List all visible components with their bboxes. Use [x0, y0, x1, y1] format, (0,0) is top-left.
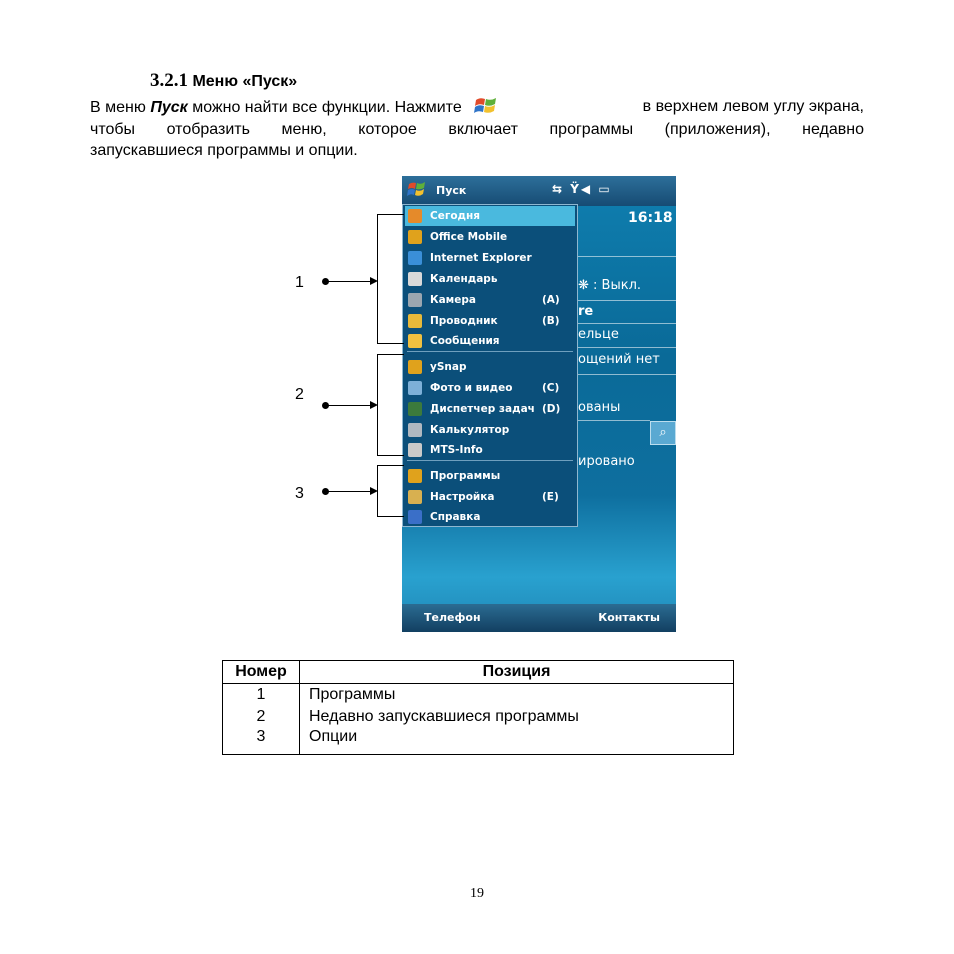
today-text-4: ощений нет [578, 352, 660, 367]
start-menu-icon[interactable] [406, 180, 428, 200]
menu-item-label: Сегодня [430, 210, 481, 222]
today-icon [408, 209, 422, 223]
mtsinfo-icon [408, 443, 422, 457]
today-text-3: ельце [578, 327, 619, 342]
menu-separator [407, 460, 573, 461]
today-text-2: re [578, 304, 594, 319]
search-button[interactable]: ⌕ [650, 421, 676, 445]
menu-item[interactable] [405, 248, 575, 268]
menu-item-label: MTS-Info [430, 444, 483, 456]
today-divider [578, 374, 676, 375]
menu-item[interactable] [405, 290, 575, 310]
soft-key-phone[interactable]: Телефон [424, 611, 481, 624]
callout-label-3: 3 [295, 485, 304, 502]
intro-word: (приложения), [664, 120, 771, 138]
table-cell-position: Программы [300, 684, 734, 707]
page-number: 19 [470, 886, 484, 901]
office-icon [408, 230, 422, 244]
table-cell-number: 3 [223, 728, 300, 755]
callout-bracket-1 [377, 214, 404, 344]
intro-text-mid: можно найти все функции. Нажмите [192, 99, 462, 116]
title-text: Пуск [436, 184, 467, 197]
menu-item[interactable] [405, 466, 575, 486]
callout-label-2: 2 [295, 386, 304, 403]
camera-icon [408, 293, 422, 307]
ie-icon [408, 251, 422, 265]
table-row [223, 706, 734, 728]
menu-item-label: Календарь [430, 273, 498, 285]
intro-line-1-left [90, 96, 506, 119]
menu-item-label: Фото и видео [430, 382, 513, 394]
intro-word: отобразить [166, 120, 250, 138]
help-icon [408, 510, 422, 524]
table-cell-position: Недавно запускавшиеся программы [300, 706, 734, 728]
intro-line-2 [90, 119, 864, 141]
today-text-6: ировано [578, 454, 635, 469]
section-title: Меню «Пуск» [192, 73, 298, 90]
intro-line-1 [90, 96, 864, 119]
menu-item[interactable] [405, 357, 575, 377]
soft-key-contacts[interactable]: Контакты [598, 611, 660, 624]
today-divider [578, 300, 676, 301]
menu-item[interactable] [405, 227, 575, 247]
status-icons: ⇆ Ÿ◀ ▭ [552, 182, 612, 196]
table-header-number: Номер [223, 661, 300, 684]
windows-start-icon [472, 96, 500, 116]
menu-item[interactable] [405, 440, 575, 460]
today-divider [578, 256, 676, 257]
calculator-icon [408, 423, 422, 437]
table-cell-position: Опции [300, 728, 734, 755]
menu-item-shortcut: (D) [542, 403, 561, 415]
explorer-icon [408, 314, 422, 328]
calendar-icon [408, 272, 422, 286]
intro-emphasis: Пуск [150, 99, 188, 116]
taskmgr-icon [408, 402, 422, 416]
callout-label-1: 1 [295, 274, 304, 291]
intro-word: программы [549, 120, 634, 138]
callout-line-1 [326, 281, 370, 282]
section-number: 3.2.1 [150, 70, 188, 91]
menu-item[interactable] [405, 331, 575, 351]
menu-item[interactable] [405, 311, 575, 331]
menu-separator [407, 351, 573, 352]
photo-icon [408, 381, 422, 395]
today-divider [578, 347, 676, 348]
menu-item-label: Калькулятор [430, 424, 510, 436]
callout-line-2 [326, 405, 370, 406]
callout-line-3 [326, 491, 370, 492]
menu-item-label: Office Mobile [430, 231, 508, 243]
menu-item-label: Сообщения [430, 335, 500, 347]
intro-text-after: в верхнем левом углу экрана, [642, 98, 864, 115]
title-bar [402, 176, 676, 206]
start-menu [402, 204, 578, 527]
menu-item-shortcut: (E) [542, 491, 559, 503]
menu-item-label: Камера [430, 294, 476, 306]
callout-bracket-3 [377, 465, 404, 517]
device-screenshot [402, 176, 676, 632]
programs-icon [408, 469, 422, 483]
intro-word: меню, [281, 120, 327, 138]
intro-line-3: запускавшиеся программы и опции. [90, 142, 358, 159]
intro-word: недавно [802, 120, 864, 138]
menu-item[interactable] [405, 378, 575, 398]
menu-item-shortcut: (C) [542, 382, 560, 394]
menu-item-label: Проводник [430, 315, 498, 327]
menu-item-label: Диспетчер задач [430, 403, 535, 415]
today-divider [578, 323, 676, 324]
menu-item-shortcut: (A) [542, 294, 560, 306]
today-text-5: ованы [578, 400, 621, 415]
callout-bracket-2 [377, 354, 404, 456]
menu-item[interactable] [405, 507, 575, 527]
section-heading [150, 70, 297, 92]
today-text-1: ❋ : Выкл. [578, 278, 642, 293]
soft-key-bar [402, 604, 676, 632]
today-divider [578, 420, 650, 421]
intro-word: которое [358, 120, 417, 138]
menu-item-label: Настройка [430, 491, 495, 503]
table-cell-number: 2 [223, 706, 300, 728]
table-row [223, 684, 734, 707]
intro-paragraph [90, 96, 864, 162]
menu-item[interactable] [405, 206, 575, 226]
ysnap-icon [408, 360, 422, 374]
table-header-row [223, 661, 734, 684]
clock: 16:18 [628, 210, 673, 226]
menu-item-shortcut: (B) [542, 315, 560, 327]
table-header-position: Позиция [300, 661, 734, 684]
menu-item[interactable] [405, 420, 575, 440]
menu-item[interactable] [405, 487, 575, 507]
intro-text-before: В меню [90, 99, 146, 116]
menu-item-label: ySnap [430, 361, 467, 373]
menu-item-label: Справка [430, 511, 481, 523]
intro-word: чтобы [90, 120, 136, 138]
menu-item[interactable] [405, 399, 575, 419]
settings-icon [408, 490, 422, 504]
messages-icon [408, 334, 422, 348]
menu-item-label: Internet Explorer [430, 252, 532, 264]
intro-word: включает [448, 120, 518, 138]
table-row [223, 728, 734, 755]
table-cell-number: 1 [223, 684, 300, 707]
menu-item-label: Программы [430, 470, 501, 482]
positions-table [222, 660, 734, 755]
menu-item[interactable] [405, 269, 575, 289]
